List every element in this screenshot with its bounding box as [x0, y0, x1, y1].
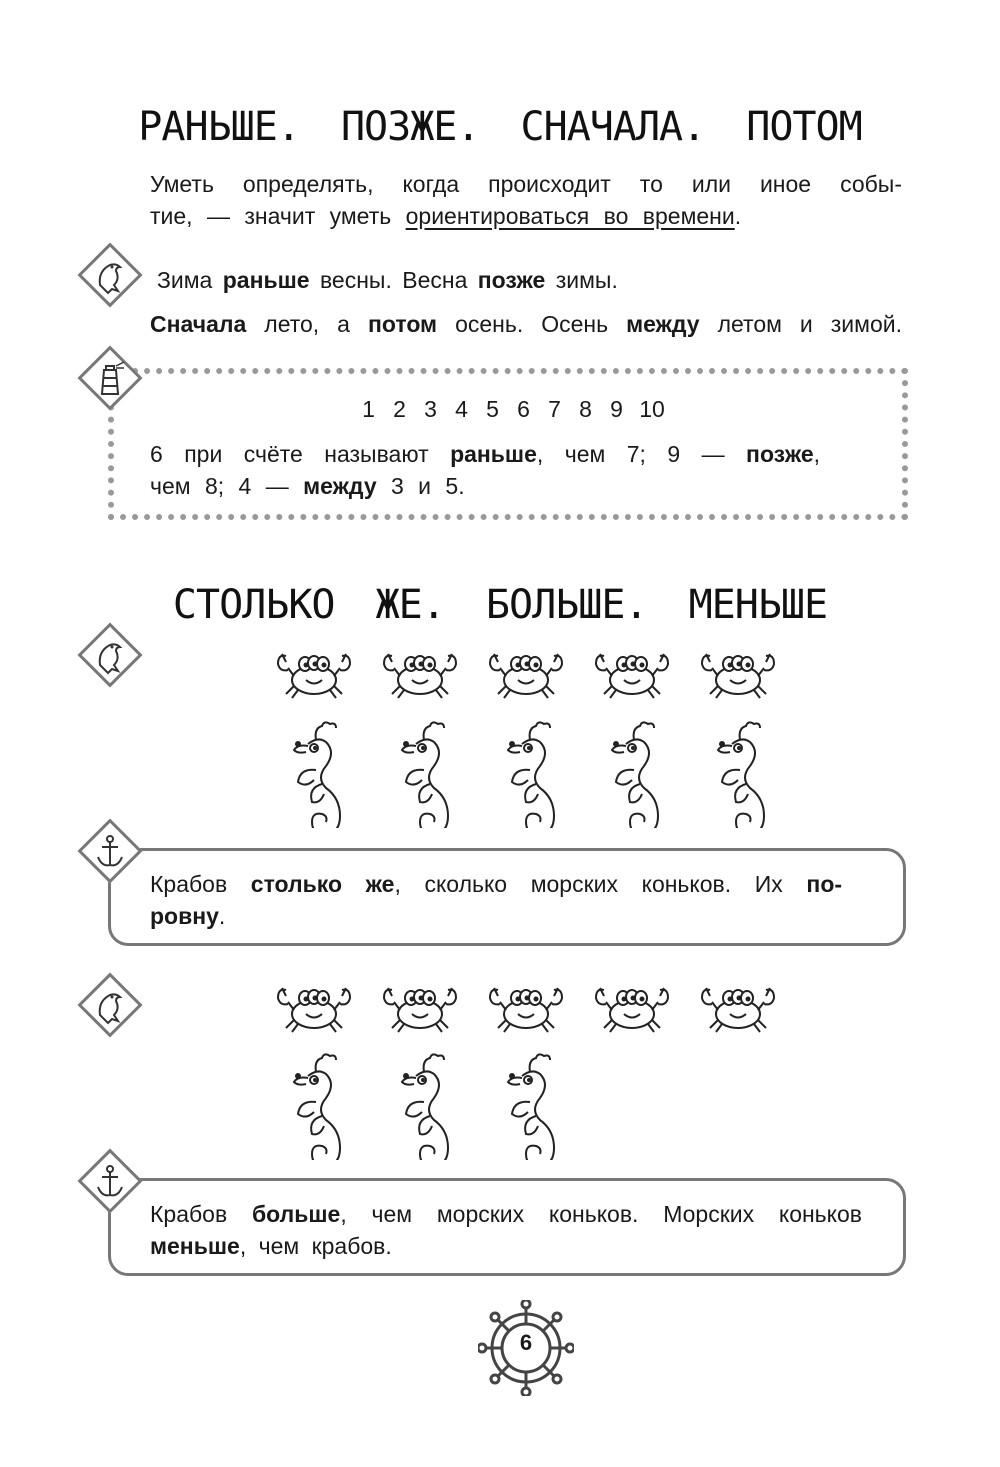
equal-line-1: [150, 868, 842, 900]
section-title-time: РАНЬШЕ. ПОЗЖЕ. СНАЧАЛА. ПОТОМ: [138, 104, 862, 150]
box1-text-2: , сколько морских коньков. Их: [394, 871, 783, 897]
intro-line-2: [150, 200, 902, 232]
number-7: 7: [548, 396, 561, 422]
ex1-bold-1: раньше: [222, 267, 310, 293]
number-3: 3: [424, 396, 437, 422]
number-6: 6: [517, 396, 530, 422]
example-winter-spring: [157, 264, 618, 296]
seahorses-row-1: [286, 718, 786, 828]
dolphin-badge: [75, 240, 145, 310]
seahorse-icon: [402, 722, 448, 828]
ex1-text-2: весны. Весна: [319, 267, 468, 293]
crabs-row-2: [274, 982, 794, 1042]
anchor-icon: [90, 831, 130, 871]
crab-icon: [702, 654, 774, 698]
intro-underlined: ориентироваться во времени: [405, 203, 735, 229]
crab-icon: [490, 654, 562, 698]
lighthouse-icon: [90, 358, 130, 398]
rule-bold-2: позже: [746, 441, 814, 467]
number-8: 8: [579, 396, 592, 422]
number-1: 1: [362, 396, 375, 422]
crab-icon: [702, 988, 774, 1032]
box1-bold-1: столько же: [250, 871, 395, 897]
crab-icon: [490, 988, 562, 1032]
ex1-bold-2: позже: [477, 267, 546, 293]
lighthouse-badge: [75, 343, 145, 413]
dolphin-icon: [90, 255, 130, 295]
dolphin-icon: [90, 985, 130, 1025]
box2-text-3: , чем крабов.: [239, 1233, 392, 1259]
ex2-text-1: лето, а: [264, 311, 350, 337]
rule-text-2: , чем 7; 9 —: [536, 441, 725, 467]
box2-bold-2: меньше: [150, 1233, 240, 1259]
intro-text: тие, — значит уметь: [150, 203, 392, 229]
example-summer-autumn: [150, 308, 902, 340]
box1-bold-3: ровну: [150, 903, 219, 929]
number-4: 4: [455, 396, 468, 422]
box1-bold-2: по-: [806, 871, 843, 897]
ex2-bold-3: между: [626, 311, 700, 337]
rule-bold-3: между: [303, 473, 377, 499]
ex2-text-3: летом и зимой.: [717, 311, 902, 337]
rule-text-4: чем 8; 4 —: [150, 473, 289, 499]
crab-icon: [596, 654, 668, 698]
seahorse-icon: [508, 722, 554, 828]
section-title-comparison: СТОЛЬКО ЖЕ. БОЛЬШЕ. МЕНЬШЕ: [172, 582, 828, 628]
dolphin-icon: [90, 635, 130, 675]
seahorse-icon: [718, 722, 764, 828]
box2-text-1: Крабов: [150, 1201, 228, 1227]
rule-text-3: ,: [813, 441, 820, 467]
dolphin-badge: [75, 620, 145, 690]
anchor-badge: [75, 1146, 145, 1216]
more-line-1: [150, 1198, 862, 1230]
page-number: 6: [519, 1330, 533, 1355]
crab-icon: [384, 988, 456, 1032]
seahorse-icon: [612, 722, 658, 828]
dolphin-badge: [75, 970, 145, 1040]
seahorse-icon: [294, 722, 340, 828]
crab-icon: [384, 654, 456, 698]
number-10: 10: [639, 396, 665, 422]
ex2-bold-2: потом: [367, 311, 438, 337]
seahorses-row-2: [286, 1050, 586, 1160]
box2-text-2: , чем морских коньков. Морских коньков: [340, 1201, 862, 1227]
box2-bold-1: больше: [251, 1201, 341, 1227]
number-2: 2: [393, 396, 406, 422]
rule-line-1: [150, 438, 820, 470]
number-5: 5: [486, 396, 499, 422]
more-line-2: [150, 1230, 392, 1262]
crab-icon: [278, 654, 350, 698]
intro-line-1: Уметь определять, когда происходит то или иное собы-: [150, 171, 902, 197]
intro-period: .: [734, 203, 742, 229]
ex2-bold-1: Сначала: [150, 311, 247, 337]
box1-text-1: Крабов: [150, 871, 228, 897]
number-sequence: [353, 393, 672, 425]
rule-bold-1: раньше: [450, 441, 537, 467]
seahorse-icon: [508, 1054, 554, 1160]
seahorse-icon: [294, 1054, 340, 1160]
ex2-text-2: осень. Осень: [455, 311, 609, 337]
crab-icon: [596, 988, 668, 1032]
anchor-badge: [75, 816, 145, 886]
ex1-text-3: зимы.: [555, 267, 618, 293]
equal-line-2: [150, 900, 225, 932]
number-9: 9: [610, 396, 623, 422]
box1-text-3: .: [218, 903, 226, 929]
crab-icon: [278, 988, 350, 1032]
crabs-row-1: [274, 648, 794, 708]
rule-line-2: [150, 470, 465, 502]
ex1-text-1: Зима: [157, 267, 213, 293]
rule-text-5: 3 и 5.: [391, 473, 465, 499]
seahorse-icon: [402, 1054, 448, 1160]
rule-text-1: 6 при счёте называют: [150, 441, 429, 467]
anchor-icon: [90, 1161, 130, 1201]
